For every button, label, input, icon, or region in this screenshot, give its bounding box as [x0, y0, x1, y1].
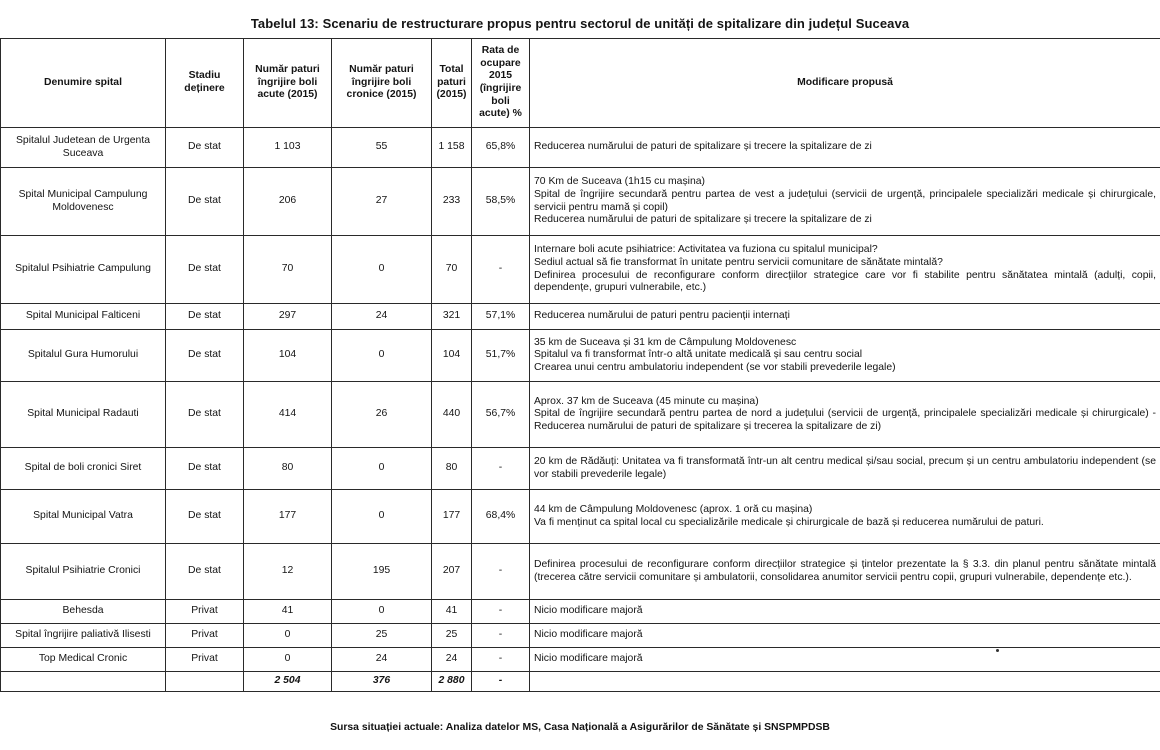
- cell-acute-beds: 104: [244, 330, 332, 382]
- cell-proposed-change: [530, 448, 1160, 490]
- cell-acute-beds: 177: [244, 490, 332, 544]
- cell-proposed-change: [530, 600, 1160, 624]
- table-row: [1, 624, 1160, 648]
- cell-proposed-change: [530, 128, 1160, 168]
- cell-chronic-beds: 0: [332, 490, 432, 544]
- cell-acute-beds: 297: [244, 304, 332, 330]
- cell-proposed-change: [530, 168, 1160, 236]
- cell-hospital-name: Spital de boli cronici Siret: [1, 448, 166, 490]
- cell-proposed-change: [530, 544, 1160, 600]
- table-row: [1, 168, 1160, 236]
- cell-chronic-beds: 195: [332, 544, 432, 600]
- cell-hospital-name: Spital îngrijire paliativă Ilisesti: [1, 624, 166, 648]
- cell-ownership: De stat: [166, 490, 244, 544]
- source-note: Sursa situației actuale: Analiza datelor MS, Casa Națională a Asigurărilor de Sănătate și SNSPMPDSB: [330, 722, 830, 733]
- header-acute-beds: Număr paturi îngrijire boli acute (2015): [244, 39, 332, 128]
- cell-acute-beds: 0: [244, 624, 332, 648]
- scan-speck: [996, 649, 999, 652]
- cell-occupancy-rate: 58,5%: [472, 168, 530, 236]
- cell-chronic-beds: 26: [332, 382, 432, 448]
- cell-ownership: De stat: [166, 382, 244, 448]
- header-hospital-name: Denumire spital: [1, 39, 166, 128]
- cell-chronic-beds: 55: [332, 128, 432, 168]
- table-row: [1, 448, 1160, 490]
- cell-total-beds: 207: [432, 544, 472, 600]
- cell-total-beds: 321: [432, 304, 472, 330]
- cell-total-beds: 177: [432, 490, 472, 544]
- cell-occupancy-rate: 56,7%: [472, 382, 530, 448]
- change-line: Spital de îngrijire secundară pentru partea de nord a județului (servicii de urgență, principalele specializări medicale și chirurgicale) - Reducerea numărului de paturi de spitalizare și trecerea la spitalizare de zi): [534, 408, 1156, 432]
- cell-ownership: Privat: [166, 648, 244, 672]
- header-occupancy-rate: Rata de ocupare 2015 (îngrijire boli acute) %: [472, 39, 530, 128]
- cell-total-beds: 104: [432, 330, 472, 382]
- cell-ownership: De stat: [166, 544, 244, 600]
- cell-ownership: De stat: [166, 168, 244, 236]
- cell-total-beds: 70: [432, 236, 472, 304]
- change-line: Spital de îngrijire secundară pentru partea de vest a județului (servicii de urgență, principalele specializări medicale și chirurgicale, servicii pentru mamă și copil): [534, 188, 1156, 213]
- cell-total-beds: 80: [432, 448, 472, 490]
- cell-occupancy-rate: -: [472, 648, 530, 672]
- cell-hospital-name: Spital Municipal Vatra: [1, 490, 166, 544]
- change-line: 35 km de Suceava și 31 km de Câmpulung Moldovenesc: [534, 336, 797, 348]
- change-line: Nicio modificare majoră: [534, 653, 643, 665]
- cell-occupancy-rate: 57,1%: [472, 304, 530, 330]
- cell-hospital-name: Spital Municipal Campulung Moldovenesc: [1, 168, 166, 236]
- cell-hospital-name: Spitalul Gura Humorului: [1, 330, 166, 382]
- change-line: Reducerea numărului de paturi de spitalizare și trecere la spitalizare de zi: [534, 214, 872, 226]
- table-row: [1, 544, 1160, 600]
- cell-proposed-change: [530, 490, 1160, 544]
- cell-proposed-change: [530, 330, 1160, 382]
- cell-acute-beds: 414: [244, 382, 332, 448]
- cell-acute-beds: 206: [244, 168, 332, 236]
- change-line: Crearea unui centru ambulatoriu independent (se vor stabili prevederile legale): [534, 361, 896, 373]
- cell-acute-beds: 70: [244, 236, 332, 304]
- change-line: Definirea procesului de reconfigurare conform direcțiilor strategice și țintelor prezentate la § 3.3. din planul pentru sănătate mintală (trecerea către servicii comunitare și ambulatorii, consolidarea anumitor servicii pentru copii, grupuri vulnerabile, dependențe etc.).: [534, 558, 1156, 583]
- totals-row: [1, 672, 1160, 692]
- table-row: [1, 490, 1160, 544]
- cell-total-beds: 24: [432, 648, 472, 672]
- total-beds: 2 880: [432, 672, 472, 692]
- table-row: [1, 330, 1160, 382]
- cell-hospital-name: Spitalul Psihiatrie Cronici: [1, 544, 166, 600]
- restructuring-table: [0, 38, 1160, 692]
- change-line: Definirea procesului de reconfigurare conform direcțiilor strategice care vor fi stabilite pentru sănătatea mintală (adulți, copii, dependențe, grupuri vulnerabile, etc.): [534, 269, 1156, 294]
- total-empty-change: [530, 672, 1160, 692]
- cell-ownership: De stat: [166, 448, 244, 490]
- change-line: Reducerea numărului de paturi de spitalizare și trecere la spitalizare de zi: [534, 141, 872, 153]
- change-line: 44 km de Câmpulung Moldovenesc (aprox. 1 oră cu mașina): [534, 503, 813, 515]
- table-row: [1, 600, 1160, 624]
- cell-chronic-beds: 0: [332, 236, 432, 304]
- cell-total-beds: 25: [432, 624, 472, 648]
- cell-proposed-change: [530, 304, 1160, 330]
- cell-hospital-name: Spital Municipal Radauti: [1, 382, 166, 448]
- change-line: Internare boli acute psihiatrice: Activitatea va fuziona cu spitalul municipal?: [534, 244, 878, 256]
- cell-occupancy-rate: -: [472, 236, 530, 304]
- cell-proposed-change: [530, 648, 1160, 672]
- cell-occupancy-rate: -: [472, 544, 530, 600]
- cell-ownership: Privat: [166, 600, 244, 624]
- cell-ownership: Privat: [166, 624, 244, 648]
- header-ownership: Stadiu deținere: [166, 39, 244, 128]
- cell-acute-beds: 12: [244, 544, 332, 600]
- cell-occupancy-rate: 51,7%: [472, 330, 530, 382]
- cell-chronic-beds: 0: [332, 448, 432, 490]
- cell-acute-beds: 0: [244, 648, 332, 672]
- cell-chronic-beds: 0: [332, 600, 432, 624]
- change-line: Spitalul va fi transformat într-o altă unitate medicală și sau centru social: [534, 349, 863, 361]
- cell-occupancy-rate: -: [472, 600, 530, 624]
- cell-occupancy-rate: -: [472, 624, 530, 648]
- cell-acute-beds: 80: [244, 448, 332, 490]
- cell-ownership: De stat: [166, 304, 244, 330]
- header-chronic-beds: Număr paturi îngrijire boli cronice (2015): [332, 39, 432, 128]
- cell-hospital-name: Spitalul Psihiatrie Campulung: [1, 236, 166, 304]
- cell-total-beds: 233: [432, 168, 472, 236]
- cell-total-beds: 41: [432, 600, 472, 624]
- change-line: Sediul actual să fie transformat în unitate pentru servicii comunitare de sănătate mintală?: [534, 256, 943, 268]
- cell-ownership: De stat: [166, 330, 244, 382]
- cell-proposed-change: [530, 382, 1160, 448]
- cell-proposed-change: [530, 236, 1160, 304]
- table-row: [1, 382, 1160, 448]
- cell-chronic-beds: 0: [332, 330, 432, 382]
- header-row: [1, 39, 1160, 128]
- change-line: 70 Km de Suceava (1h15 cu mașina): [534, 176, 705, 188]
- cell-occupancy-rate: 65,8%: [472, 128, 530, 168]
- cell-ownership: De stat: [166, 128, 244, 168]
- change-line: Va fi menținut ca spital local cu specializările medicale și chirurgicale de bază și reducerea numărului de paturi.: [534, 516, 1044, 528]
- cell-total-beds: 440: [432, 382, 472, 448]
- change-line: Nicio modificare majoră: [534, 605, 643, 617]
- cell-hospital-name: Top Medical Cronic: [1, 648, 166, 672]
- cell-acute-beds: 1 103: [244, 128, 332, 168]
- header-total-beds: Total paturi (2015): [432, 39, 472, 128]
- change-line: 20 km de Rădăuți: Unitatea va fi transformată într-un alt centru medical și/sau social, precum și un centru ambulatoriu independent (se vor stabili prevederile legale): [534, 455, 1156, 480]
- total-empty-name: [1, 672, 166, 692]
- change-line: Aprox. 37 km de Suceava (45 minute cu mașina): [534, 395, 759, 407]
- cell-total-beds: 1 158: [432, 128, 472, 168]
- change-line: Nicio modificare majoră: [534, 629, 643, 641]
- table-body: [1, 128, 1160, 692]
- cell-proposed-change: [530, 624, 1160, 648]
- cell-occupancy-rate: -: [472, 448, 530, 490]
- cell-hospital-name: Spitalul Judetean de Urgenta Suceava: [1, 128, 166, 168]
- header-proposed-change: Modificare propusă: [530, 39, 1160, 128]
- total-acute-beds: 2 504: [244, 672, 332, 692]
- table-row: [1, 128, 1160, 168]
- cell-chronic-beds: 24: [332, 648, 432, 672]
- total-chronic-beds: 376: [332, 672, 432, 692]
- cell-acute-beds: 41: [244, 600, 332, 624]
- table-row: [1, 304, 1160, 330]
- cell-ownership: De stat: [166, 236, 244, 304]
- change-line: Reducerea numărului de paturi pentru pacienții internați: [534, 310, 790, 322]
- cell-chronic-beds: 27: [332, 168, 432, 236]
- cell-hospital-name: Behesda: [1, 600, 166, 624]
- cell-chronic-beds: 25: [332, 624, 432, 648]
- table-title: Tabelul 13: Scenariu de restructurare propus pentru sectorul de unități de spitalizare din județul Suceava: [250, 16, 910, 31]
- table-row: [1, 648, 1160, 672]
- cell-occupancy-rate: 68,4%: [472, 490, 530, 544]
- table-row: [1, 236, 1160, 304]
- total-occupancy: -: [472, 672, 530, 692]
- cell-hospital-name: Spital Municipal Falticeni: [1, 304, 166, 330]
- total-empty-ownership: [166, 672, 244, 692]
- cell-chronic-beds: 24: [332, 304, 432, 330]
